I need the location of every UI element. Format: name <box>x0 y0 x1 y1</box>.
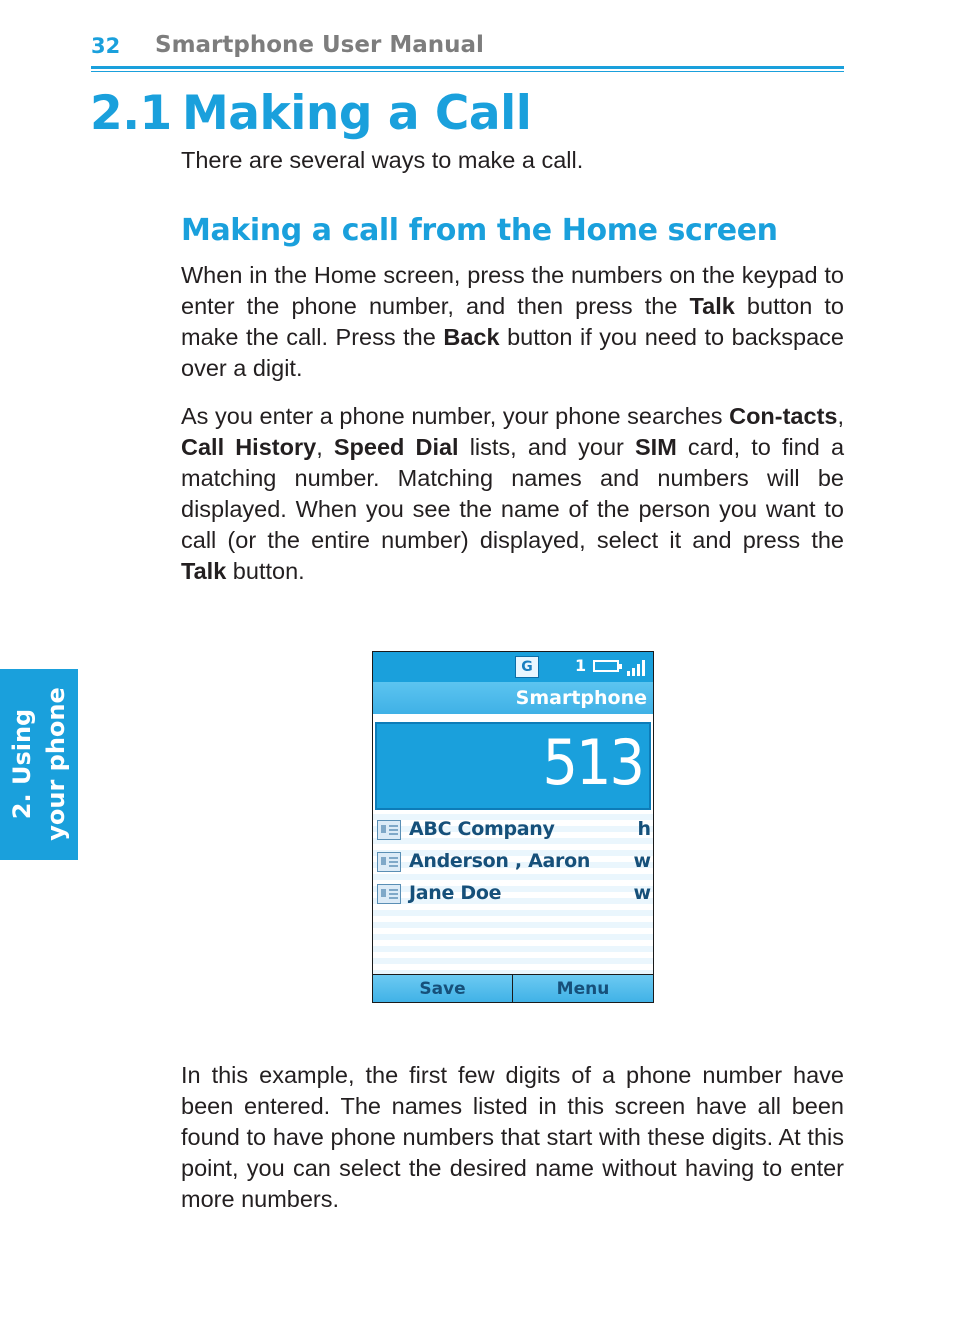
intro-text: There are several ways to make a call. <box>181 147 584 173</box>
text: button. <box>226 558 305 584</box>
dialed-digits: 513 <box>542 726 643 799</box>
bold-term: Speed Dial <box>333 434 459 460</box>
contact-match-list <box>373 814 653 974</box>
list-item[interactable] <box>373 878 653 910</box>
text: button to make the call. Press the <box>181 293 844 350</box>
text: lists, and your <box>458 434 635 460</box>
text: button if you need to backspace over a digit. <box>181 324 845 381</box>
header-rule-thin <box>91 71 844 72</box>
contact-name: ABC Company <box>409 818 555 840</box>
text: , <box>316 434 334 460</box>
chapter-side-tab <box>0 669 78 860</box>
section-heading: Making a call from the Home screen <box>181 213 778 248</box>
page-number: 32 <box>91 34 121 58</box>
number-type: w <box>633 850 651 872</box>
paragraph-home-screen <box>181 260 844 384</box>
page-header <box>91 30 844 70</box>
bold-term: SIM <box>634 434 677 460</box>
signal-icon <box>625 657 649 677</box>
text: When in the Home screen, press the numbers on the keypad to enter the phone number, and then press the <box>181 262 844 319</box>
bold-term: Con-tacts <box>729 403 838 429</box>
gprs-icon: G <box>515 656 539 678</box>
status-bar <box>373 652 653 682</box>
contact-name: Anderson , Aaron <box>409 850 591 872</box>
paragraph-example: In this example, the first few digits of a phone number have been entered. The names listed in this screen have all been found to have phone numbers that start with these digits. At this point, you can select the desired name without having to enter more numbers. <box>181 1062 844 1212</box>
contact-card-icon <box>377 884 401 904</box>
phone-screenshot <box>372 651 654 1003</box>
softkey-bar <box>373 974 653 1003</box>
chapter-number: 2.1 <box>90 86 172 141</box>
contact-name: Jane Doe <box>409 882 502 904</box>
line-number: 1 <box>575 656 587 675</box>
number-type: w <box>633 882 651 904</box>
battery-icon <box>593 660 619 672</box>
number-type: h <box>637 818 651 840</box>
bold-term: Back <box>443 324 500 350</box>
list-item[interactable] <box>373 814 653 846</box>
dialed-number-field[interactable] <box>375 722 651 810</box>
chapter-title-text: Making a Call <box>182 86 532 141</box>
manual-title: Smartphone User Manual <box>155 32 484 58</box>
contact-card-icon <box>377 820 401 840</box>
header-rule <box>91 66 844 69</box>
bold-term: Talk <box>181 558 227 584</box>
list-item[interactable] <box>373 846 653 878</box>
paragraph-search <box>181 401 844 587</box>
text: card, to find a matching number. Matching names and numbers will be displayed. When you see the name of the person you want to call (or the entire number) displayed, select it and press the <box>181 434 845 553</box>
side-tab-line: your phone <box>42 687 70 841</box>
side-tab-label <box>5 687 73 841</box>
text: As you enter a phone number, your phone searches <box>181 403 730 429</box>
bold-term: Call History <box>181 434 317 460</box>
phone-title: Smartphone <box>515 687 647 709</box>
phone-title-bar <box>373 682 653 714</box>
chapter-title <box>90 86 531 141</box>
side-tab-line: 2. Using <box>8 708 36 820</box>
contact-card-icon <box>377 852 401 872</box>
bold-term: Talk <box>689 293 735 319</box>
menu-softkey[interactable]: Menu <box>556 979 610 999</box>
save-softkey[interactable]: Save <box>373 975 513 1003</box>
text: , <box>837 403 844 429</box>
